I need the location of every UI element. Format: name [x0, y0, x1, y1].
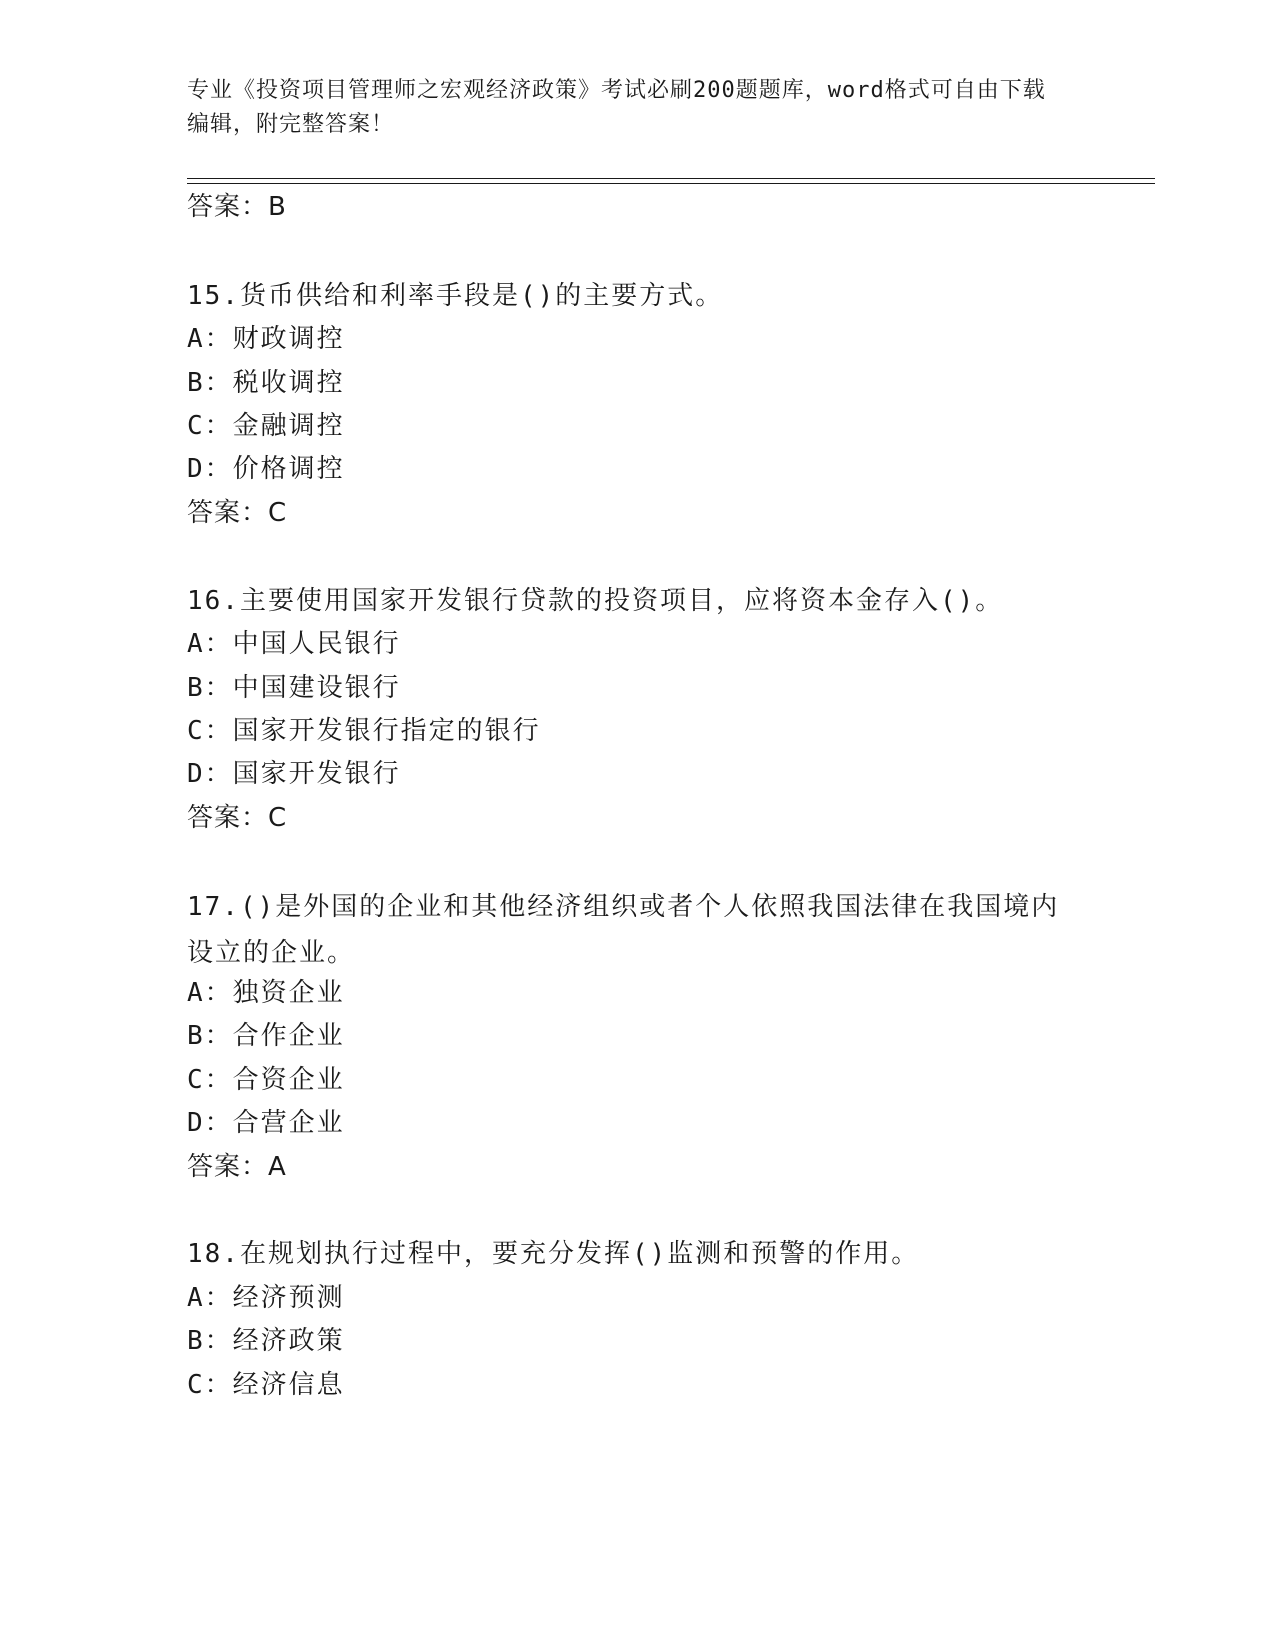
question-18-option-c: C：经济信息 [187, 1370, 345, 1400]
question-15-answer: 答案：C [187, 498, 288, 528]
question-17-option-b: B：合作企业 [187, 1021, 345, 1051]
answer-prev: 答案：B [187, 192, 287, 222]
question-16-option-a: A：中国人民银行 [187, 629, 401, 659]
question-15-option-a: A：财政调控 [187, 324, 345, 354]
question-16-option-d: D：国家开发银行 [187, 759, 401, 789]
question-17-stem: 17.()是外国的企业和其他经济组织或者个人依照我国法律在我国境内设立的企业。 [187, 892, 1060, 968]
question-16-option-b: B：中国建设银行 [187, 673, 401, 703]
question-17-answer: 答案：A [187, 1152, 287, 1182]
question-15-option-c: C：金融调控 [187, 411, 345, 441]
question-18-option-a: A：经济预测 [187, 1283, 345, 1313]
header-divider [187, 178, 1155, 184]
question-16-option-c: C：国家开发银行指定的银行 [187, 716, 541, 746]
question-15-option-d: D：价格调控 [187, 454, 345, 484]
question-17-option-d: D：合营企业 [187, 1108, 345, 1138]
question-16-answer: 答案：C [187, 803, 288, 833]
question-17-option-c: C：合资企业 [187, 1065, 345, 1095]
document-intro: 专业《投资项目管理师之宏观经济政策》考试必刷200题题库，word格式可自由下载编辑，附完整答案！ [187, 78, 1046, 137]
question-15-option-b: B：税收调控 [187, 368, 345, 398]
question-16-stem: 16.主要使用国家开发银行贷款的投资项目，应将资本金存入()。 [187, 586, 1004, 616]
question-18-option-b: B：经济政策 [187, 1326, 345, 1356]
question-17-option-a: A：独资企业 [187, 978, 345, 1008]
question-18-stem: 18.在规划执行过程中，要充分发挥()监测和预警的作用。 [187, 1239, 920, 1269]
question-15-stem: 15.货币供给和利率手段是()的主要方式。 [187, 281, 724, 311]
